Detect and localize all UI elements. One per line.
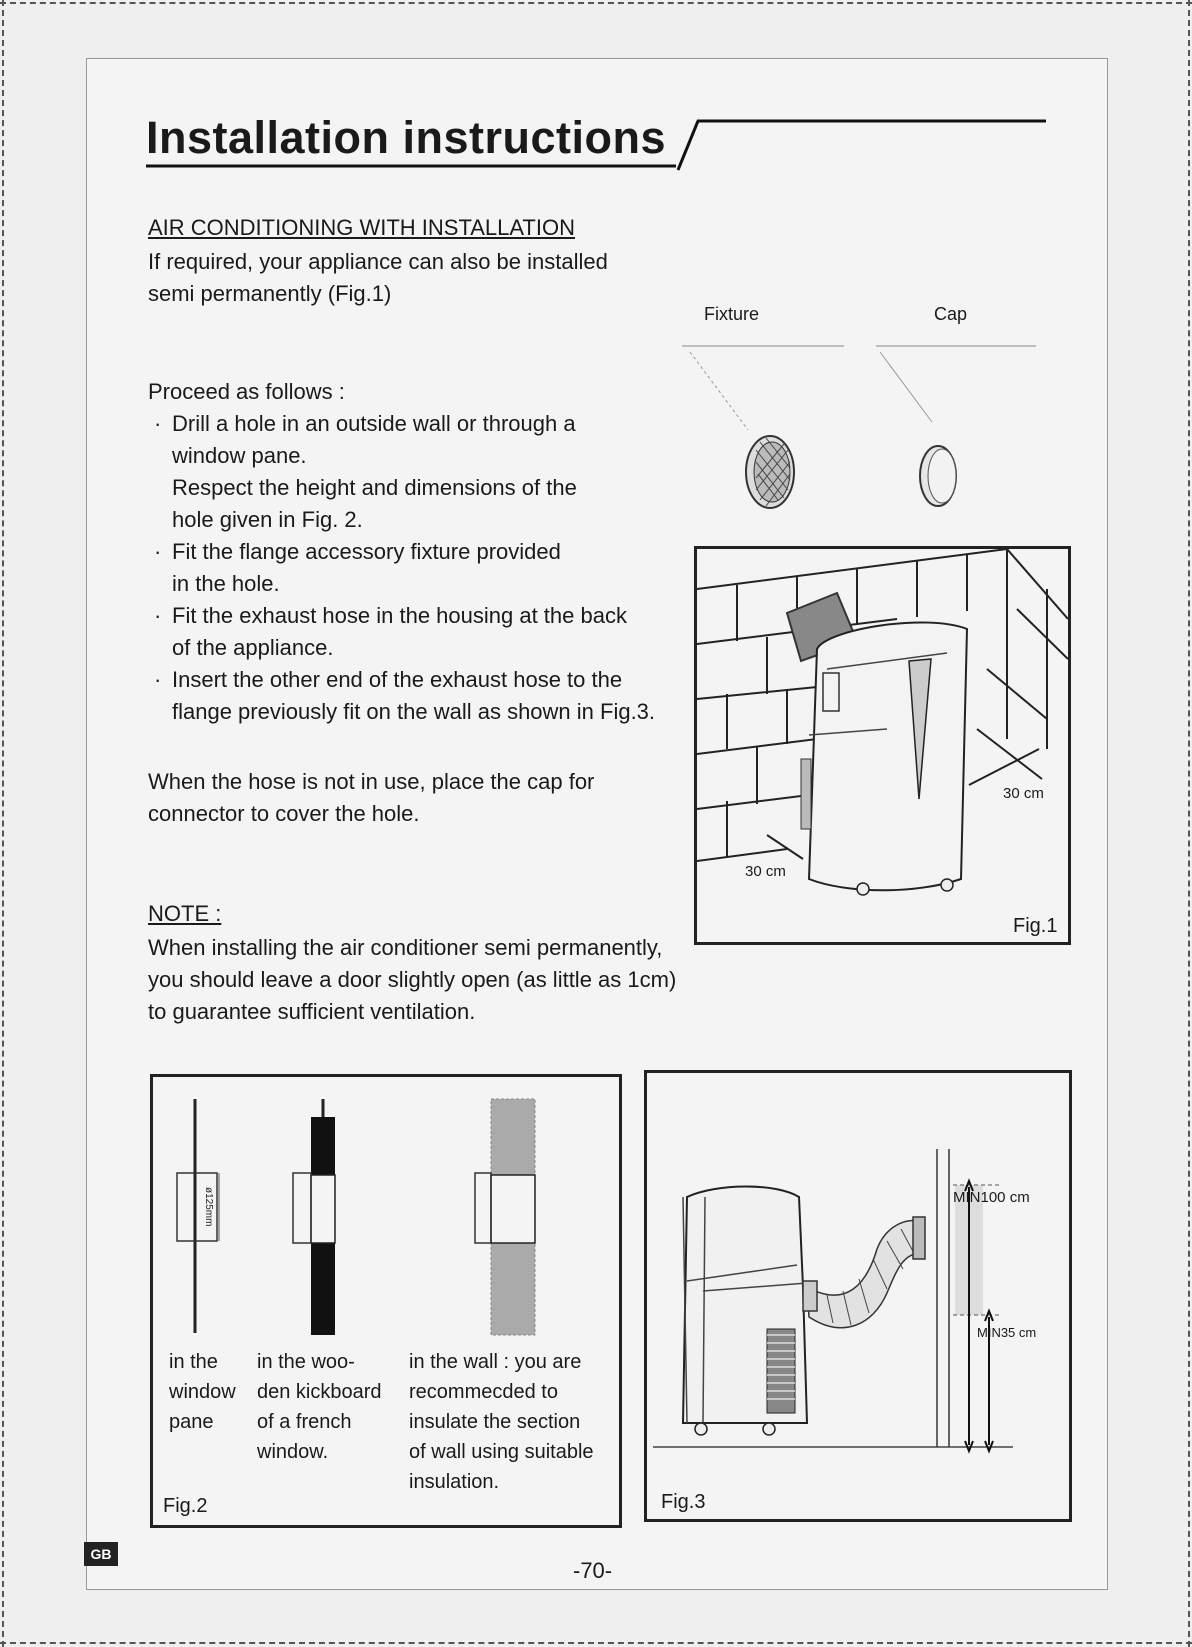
section-heading: AIR CONDITIONING WITH INSTALLATION	[148, 215, 575, 240]
fig2-caption-window	[169, 1347, 236, 1437]
step-1	[148, 408, 688, 536]
step-1-line-3: Respect the height and dimensions of the	[172, 475, 577, 500]
note-text	[148, 932, 676, 1028]
cut-line-right	[1188, 0, 1190, 1647]
caption-wall-line-3: insulate the section	[409, 1411, 581, 1433]
step-2-line-2: in the hole.	[172, 571, 280, 596]
language-badge: GB	[84, 1542, 118, 1566]
title-rule	[676, 118, 1048, 172]
fig2-drawing	[153, 1077, 619, 1357]
fig3-box	[644, 1070, 1072, 1522]
wooden-kickboard-drawing	[293, 1099, 335, 1335]
accessories-drawing	[680, 340, 1040, 520]
caption-wall-line-4: of wall using suitable	[409, 1441, 594, 1463]
fig1-box	[694, 546, 1071, 945]
fig2-caption-kickboard	[257, 1347, 382, 1467]
fig3-label: Fig.3	[661, 1491, 706, 1513]
caption-window-line-1: in the	[169, 1351, 218, 1373]
step-1-line-4: hole given in Fig. 2.	[172, 507, 363, 532]
caption-wall-line-5: insulation.	[409, 1471, 500, 1493]
caption-kickboard-line-2: den kickboard	[257, 1381, 382, 1403]
step-4-line-2: flange previously fit on the wall as shown in Fig.3.	[172, 699, 656, 724]
cut-line-bottom	[0, 1642, 1192, 1644]
wall-drawing	[475, 1099, 535, 1335]
cut-line-left	[2, 0, 4, 1647]
exhaust-hose-icon	[807, 1221, 919, 1328]
step-2	[148, 536, 688, 600]
cap-icon	[920, 446, 956, 506]
step-1-line-1: Drill a hole in an outside wall or through a	[172, 411, 576, 436]
intro-line-2: semi permanently (Fig.1)	[148, 281, 392, 306]
dim-arrow-floor	[767, 835, 803, 859]
step-1-line-2: window pane.	[172, 443, 307, 468]
caption-window-line-3: pane	[169, 1411, 214, 1433]
cap-note	[148, 766, 594, 830]
caption-kickboard-line-1: in the woo-	[257, 1351, 355, 1373]
air-conditioner-icon	[809, 622, 967, 890]
fixture-label: Fixture	[704, 304, 760, 324]
caption-kickboard-line-4: window.	[257, 1441, 329, 1463]
page-title: Installation instructions	[146, 112, 667, 163]
title-underline	[146, 164, 676, 168]
fixture-icon	[746, 436, 794, 508]
note-line-2: you should leave a door slightly open (as little as 1cm)	[148, 967, 677, 992]
fig1-dim-wall: 30 cm	[1003, 785, 1044, 802]
fig3-min-bottom: MIN35 cm	[977, 1325, 1037, 1340]
cap-label: Cap	[934, 304, 968, 324]
cap-note-line-2: connector to cover the hole.	[148, 801, 420, 826]
vent-grille-icon	[767, 1329, 795, 1413]
intro-text	[148, 246, 608, 310]
step-3-line-2: of the appliance.	[172, 635, 334, 660]
dim-arrow-wall	[969, 749, 1039, 785]
fig3-drawing	[647, 1073, 1069, 1519]
step-2-line-1: Fit the flange accessory fixture provided	[172, 539, 561, 564]
cut-line-top	[0, 2, 1192, 4]
step-4-line-1: Insert the other end of the exhaust hose to the	[172, 667, 623, 692]
caption-wall-line-2: recommecded to	[409, 1381, 558, 1403]
fig2-label: Fig.2	[163, 1495, 208, 1517]
intro-line-1: If required, your appliance can also be installed	[148, 249, 608, 274]
hole-dimension: ø125mm	[203, 1187, 214, 1227]
page-number: -70-	[573, 1558, 613, 1583]
fig2-box	[150, 1074, 622, 1528]
note-line-3: to guarantee sufficient ventilation.	[148, 999, 476, 1024]
fig1-label: Fig.1	[1013, 915, 1058, 937]
caption-kickboard-line-3: of a french	[257, 1411, 352, 1433]
proceed-label: Proceed as follows :	[148, 379, 345, 404]
step-3	[148, 600, 688, 664]
fig3-min-top: MIN100 cm	[953, 1189, 1030, 1206]
caption-wall-line-1: in the wall : you are	[409, 1351, 582, 1373]
cap-note-line-1: When the hose is not in use, place the cap for	[148, 769, 595, 794]
fig2-caption-wall	[409, 1347, 594, 1497]
caption-window-line-2: window	[169, 1381, 236, 1403]
step-4	[148, 664, 688, 728]
note-line-1: When installing the air conditioner semi permanently,	[148, 935, 663, 960]
note-heading: NOTE :	[148, 901, 222, 926]
fig1-drawing	[697, 549, 1068, 942]
step-3-line-1: Fit the exhaust hose in the housing at the back	[172, 603, 627, 628]
fig1-dim-floor: 30 cm	[745, 863, 786, 880]
steps-list	[148, 408, 688, 728]
